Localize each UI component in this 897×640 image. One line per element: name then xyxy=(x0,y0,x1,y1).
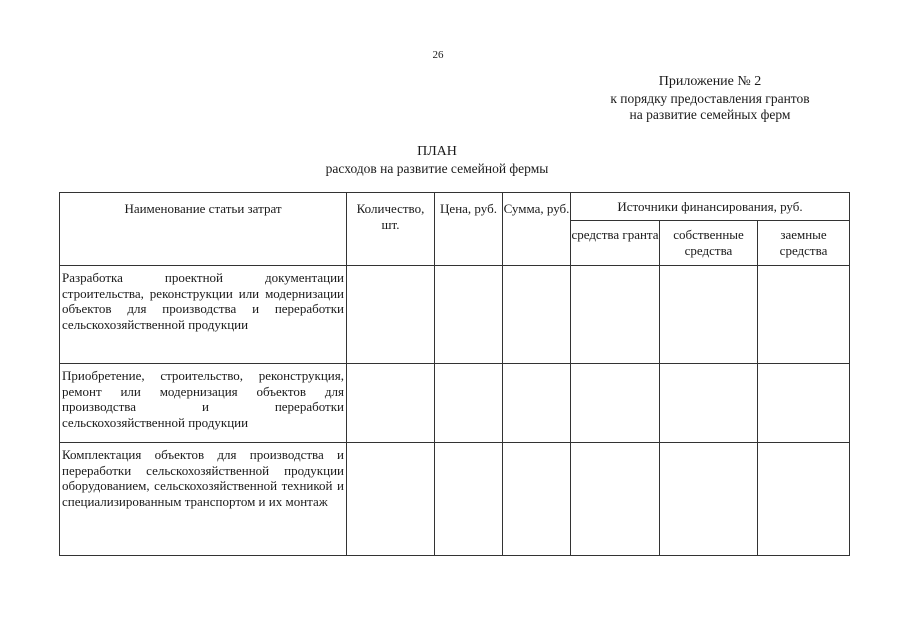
appendix-title: Приложение № 2 xyxy=(658,74,762,89)
page-number: 26 xyxy=(432,49,444,61)
expense-plan-table xyxy=(59,192,850,556)
appendix-header xyxy=(560,74,860,124)
header-grant-funds: средства гранта xyxy=(571,221,660,266)
header-price: Цена, руб. xyxy=(435,193,503,266)
table-header-row xyxy=(60,193,850,221)
cell-sum xyxy=(503,443,571,556)
plan-subtitle: расходов на развитие семейной фермы xyxy=(325,161,549,176)
cell-borrowed xyxy=(758,266,850,364)
cell-price xyxy=(435,266,503,364)
appendix-line-2: к порядку предоставления грантов xyxy=(610,90,810,106)
cell-own xyxy=(660,364,758,443)
cell-price xyxy=(435,443,503,556)
row-item-name: Комплектация объектов для производства и переработки сельскохозяйственной продукции оборудованием, сельскохозяйственной техникой и специализированным транспортом и их монтаж xyxy=(60,443,347,556)
row-item-name: Разработка проектной документации строительства, реконструкции или модернизации объектов для производства и переработки сельскохозяйственной продукции xyxy=(60,266,347,364)
header-funding-sources: Источники финансирования, руб. xyxy=(571,193,850,221)
cell-borrowed xyxy=(758,364,850,443)
table-row xyxy=(60,443,850,556)
cell-quantity xyxy=(347,364,435,443)
header-borrowed-funds: заемные средства xyxy=(758,221,850,266)
header-quantity: Количество, шт. xyxy=(347,193,435,266)
plan-heading xyxy=(237,143,637,177)
cell-quantity xyxy=(347,443,435,556)
header-item-name: Наименование статьи затрат xyxy=(60,193,347,266)
table-row xyxy=(60,364,850,443)
cell-sum xyxy=(503,364,571,443)
cell-borrowed xyxy=(758,443,850,556)
cell-grant xyxy=(571,364,660,443)
appendix-line-3: на развитие семейных ферм xyxy=(629,107,791,122)
cell-grant xyxy=(571,443,660,556)
cell-own xyxy=(660,443,758,556)
cell-own xyxy=(660,266,758,364)
table-row xyxy=(60,266,850,364)
cell-grant xyxy=(571,266,660,364)
cell-quantity xyxy=(347,266,435,364)
header-own-funds: собственные средства xyxy=(660,221,758,266)
header-sum: Сумма, руб. xyxy=(503,193,571,266)
cell-price xyxy=(435,364,503,443)
cell-sum xyxy=(503,266,571,364)
row-item-name: Приобретение, строительство, реконструкция, ремонт или модернизация объектов для производства и переработки сельскохозяйственной продукции xyxy=(60,364,347,443)
plan-title: ПЛАН xyxy=(417,144,457,159)
